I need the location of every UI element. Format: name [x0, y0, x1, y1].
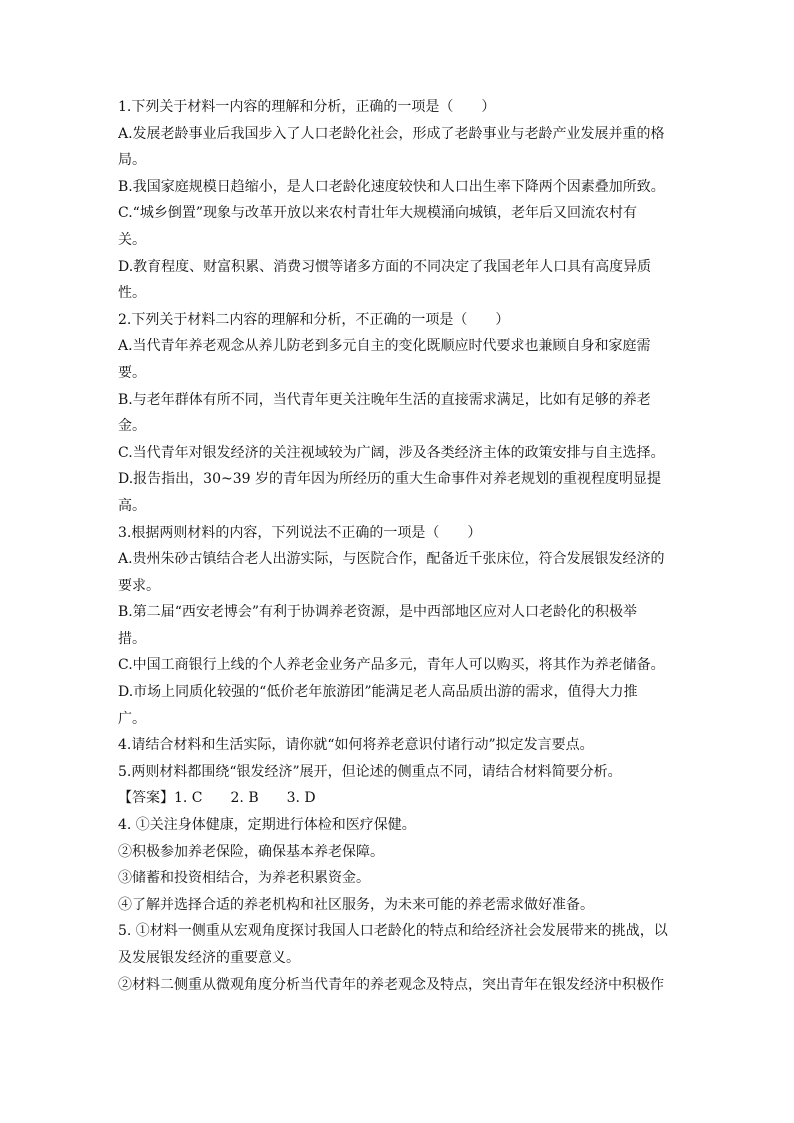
text-line: 1.下列关于材料一内容的理解和分析，正确的一项是（ ） — [118, 99, 496, 115]
text-line: 局。 — [118, 152, 146, 169]
text-line: 2.下列关于材料二内容的理解和分析，不正确的一项是（ ） — [118, 311, 510, 328]
text-line: 4.请结合材料和生活实际，请你就“如何将养老意识付诸行动”拟定发言要点。 — [118, 737, 594, 754]
text-line: D.教育程度、财富积累、消费习惯等诸多方面的不同决定了我国老年人口具有高度异质 — [118, 258, 652, 275]
text-line: C.“城乡倒置”现象与改革开放以来农村青壮年大规模涌向城镇，老年后又回流农村有 — [118, 205, 637, 222]
text-line: ③储蓄和投资相结合，为养老积累资金。 — [118, 870, 370, 887]
text-line: A.贵州朱砂古镇结合老人出游实际，与医院合作，配备近千张床位，符合发展银发经济的 — [118, 551, 665, 568]
text-line: ④了解并选择合适的养老机构和社区服务，为未来可能的养老需求做好准备。 — [118, 896, 594, 913]
text-line: 措。 — [118, 630, 146, 647]
text-line: 高。 — [118, 497, 146, 514]
text-line: 性。 — [118, 285, 146, 302]
text-line: 及发展银发经济的重要意义。 — [118, 950, 300, 966]
text-line: 广。 — [118, 710, 146, 727]
text-line: 3.根据两则材料的内容，下列说法不正确的一项是（ ） — [118, 524, 482, 541]
text-line: B.第二届“西安老博会”有利于协调养老资源，是中西部地区应对人口老龄化的积极举 — [118, 604, 638, 621]
text-line: ②材料二侧重从微观角度分析当代青年的养老观念及特点，突出青年在银发经济中积极作 — [118, 976, 664, 993]
text-line: 5. ①材料一侧重从宏观角度探讨我国人口老龄化的特点和给经济社会发展带来的挑战，以 — [118, 923, 668, 940]
text-line: 要求。 — [118, 577, 160, 594]
text-line: B.我国家庭规模日趋缩小，是人口老龄化速度较快和人口出生率下降两个因素叠加所致。 — [118, 178, 665, 195]
text-line: ②积极参加养老保险，确保基本养老保障。 — [118, 843, 384, 860]
text-line: 5.两则材料都围绕“银发经济”展开，但论述的侧重点不同，请结合材料简要分析。 — [118, 763, 622, 780]
text-line: B.与老年群体有所不同，当代青年更关注晚年生活的直接需求满足，比如有足够的养老 — [118, 391, 651, 408]
text-line: 【答案】1. C 2. B 3. D — [118, 790, 316, 807]
text-line: 金。 — [118, 418, 146, 435]
text-line: A.当代青年养老观念从养儿防老到多元自主的变化既顺应时代要求也兼顾自身和家庭需 — [118, 338, 651, 355]
document-page — [118, 94, 673, 998]
text-line: 要。 — [118, 364, 146, 381]
text-line: 4. ①关注身体健康，定期进行体检和医疗保健。 — [118, 817, 416, 834]
text-line: C.当代青年对银发经济的关注视域较为广阔，涉及各类经济主体的政策安排与自主选择。 — [118, 444, 665, 461]
text-line: 关。 — [118, 231, 146, 248]
text-line: C.中国工商银行上线的个人养老金业务产品多元，青年人可以购买，将其作为养老储备。 — [118, 657, 665, 674]
text-line: A.发展老龄事业后我国步入了人口老龄化社会，形成了老龄事业与老龄产业发展并重的格 — [118, 125, 665, 142]
text-line: D.市场上同质化较强的“低价老年旅游团”能满足老人高品质出游的需求，值得大力推 — [118, 684, 638, 701]
text-line: D.报告指出，30~39 岁的青年因为所经历的重大生命事件对养老规划的重视程度明显提 — [118, 471, 661, 488]
